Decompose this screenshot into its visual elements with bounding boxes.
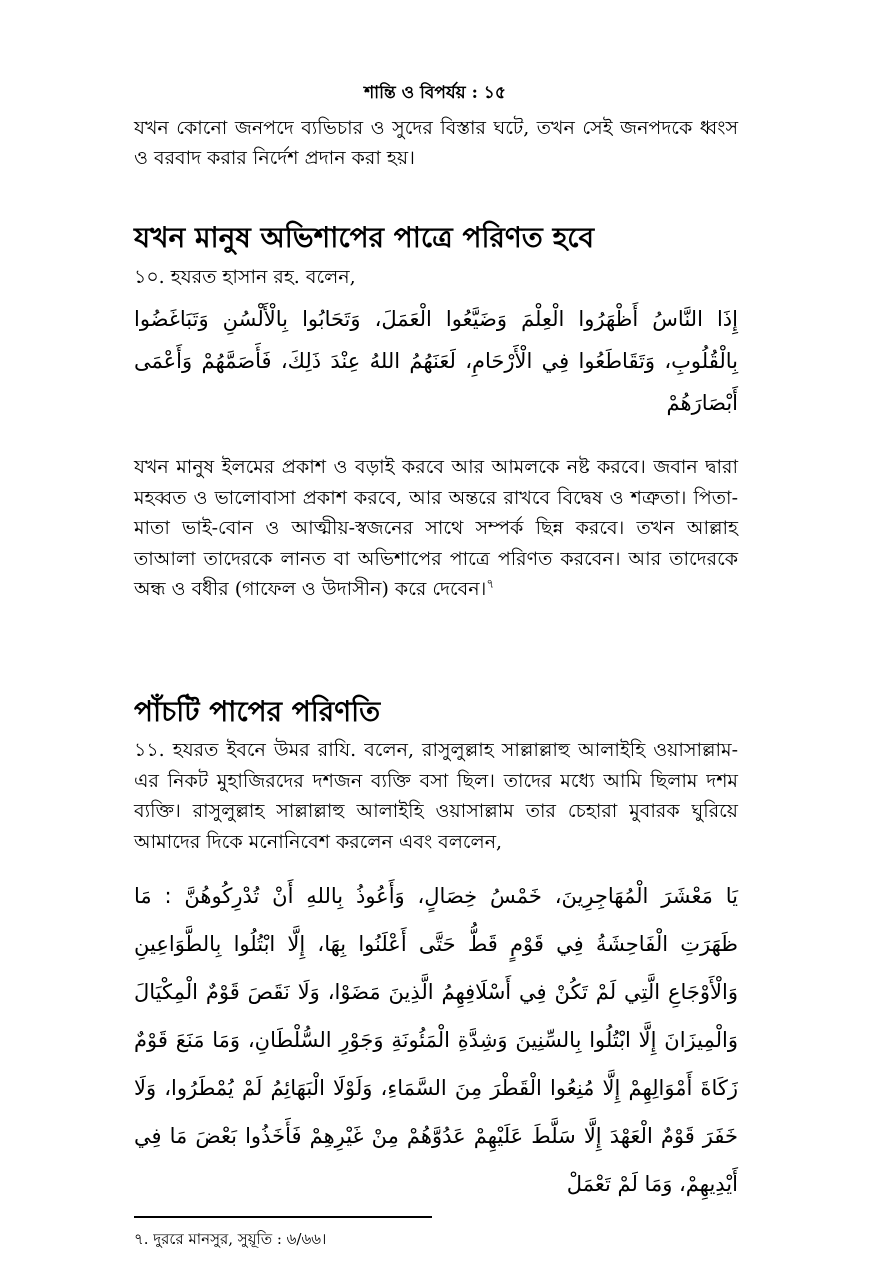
section-heading-five-sins: পাঁচটি পাপের পরিণতি xyxy=(134,695,381,728)
arabic-text-11: يَا مَعْشَرَ الْمُهَاجِرِينَ، خَمْسُ خِصَالٍ، وَأَعُوذُ بِاللهِ أَنْ تُدْرِكُوهُنَّ : مَا ظَهَرَتِ الْفَاحِشَةُ فِي قَوْمٍ قَطُّ حَتَّى أَعْلَنُوا بِهَا، إِلَّا ابْتُلُوا بِالطَّوَاعِينِ وَالْأَوْجَاعِ الَّتِي لَمْ تَكُنْ فِي أَسْلَافِهِمُ الَّذِينَ مَضَوْا، وَلَا نَقَصَ قَوْمٌ الْمِكْيَالَ وَالْمِيزَانَ إِلَّا ابْتُلُوا بِالسِّنِينَ وَشِدَّةِ الْمَئُونَةِ وَجَوْرِ السُّلْطَانِ، وَمَا مَنَعَ قَوْمٌ زَكَاةَ أَمْوَالِهِمْ إِلَّا مُنِعُوا الْقَطْرَ مِنَ السَّمَاءِ، وَلَوْلَا الْبَهَائِمُ لَمْ يُمْطَرُوا، وَلَا خَفَرَ قَوْمٌ الْعَهْدَ إِلَّا سَلَّطَ عَلَيْهِمْ عَدُوَّهُمْ مِنْ غَيْرِهِمْ فَأَخَذُوا بَعْضَ مَا فِي أَيْدِيهِمْ، وَمَا لَمْ تَعْمَلْ xyxy=(134,884,738,1196)
footnote: ৭. দুররে মানসুর, সুয়ূতি : ৬/৬৬। xyxy=(134,1230,327,1248)
intro-paragraph: যখন কোনো জনপদে ব্যভিচার ও সুদের বিস্তার ঘটে, তখন সেই জনপদকে ধ্বংস ও বরবাদ করার নির্দেশ প্রদান করা হয়। xyxy=(134,117,738,169)
narration-paragraph-11: ১১. হযরত ইবনে উমর রাযি. বলেন, রাসুলুল্লাহ সাল্লাল্লাহু আলাইহি ওয়াসাল্লাম-এর নিকট মুহাজিরদের দশজন ব্যক্তি বসা ছিল। তাদের মধ্যে আমি ছিলাম দশম ব্যক্তি। রাসুলুল্লাহ সাল্লাল্লাহু আলাইহি ওয়াসাল্লাম তার চেহারা মুবারক ঘুরিয়ে আমাদের দিকে মনোনিবেশ করলেন এবং বললেন, xyxy=(134,739,738,853)
translation-text: যখন মানুষ ইলমের প্রকাশ ও বড়াই করবে আর আমলকে নষ্ট করবে। জবান দ্বারা মহব্বত ও ভালোবাসা প্রকাশ করবে, আর অন্তরে রাখবে বিদ্বেষ ও শত্রুতা। পিতা-মাতা ভাই-বোন ও আত্মীয়-স্বজনের সাথে সম্পর্ক ছিন্ন করবে। তখন আল্লাহ তাআলা তাদেরকে লানত বা অভিশাপের পাত্রে পরিণত করবেন। আর তাদেরকে অন্ধ ও বধীর (গাফেল ও উদাসীন) করে দেবেন। xyxy=(134,456,738,600)
running-header: শান্তি ও বিপর্যয় : ১৫ xyxy=(364,83,506,103)
section-heading-curse: যখন মানুষ অভিশাপের পাত্রে পরিণত হবে xyxy=(134,221,595,254)
narration-intro-10: ১০. হযরত হাসান রহ. বলেন, xyxy=(134,266,356,288)
translation-paragraph-10 xyxy=(134,452,738,605)
footnote-marker: ৭ xyxy=(486,576,495,591)
footnote-divider xyxy=(134,1216,432,1218)
arabic-text-10: إِذَا النَّاسُ أَظْهَرُوا الْعِلْمَ وَضَيَّعُوا الْعَمَلَ، وَتَحَابُوا بِالْأَلْسُنِ وَتَبَاغَضُوا بِالْقُلُوبِ، وَتَقَاطَعُوا فِي الْأَرْحَامِ، لَعَنَهُمُ اللهُ عِنْدَ ذَلِكَ، فَأَصَمَّهُمْ وَأَعْمَى أَبْصَارَهُمْ xyxy=(134,307,738,415)
